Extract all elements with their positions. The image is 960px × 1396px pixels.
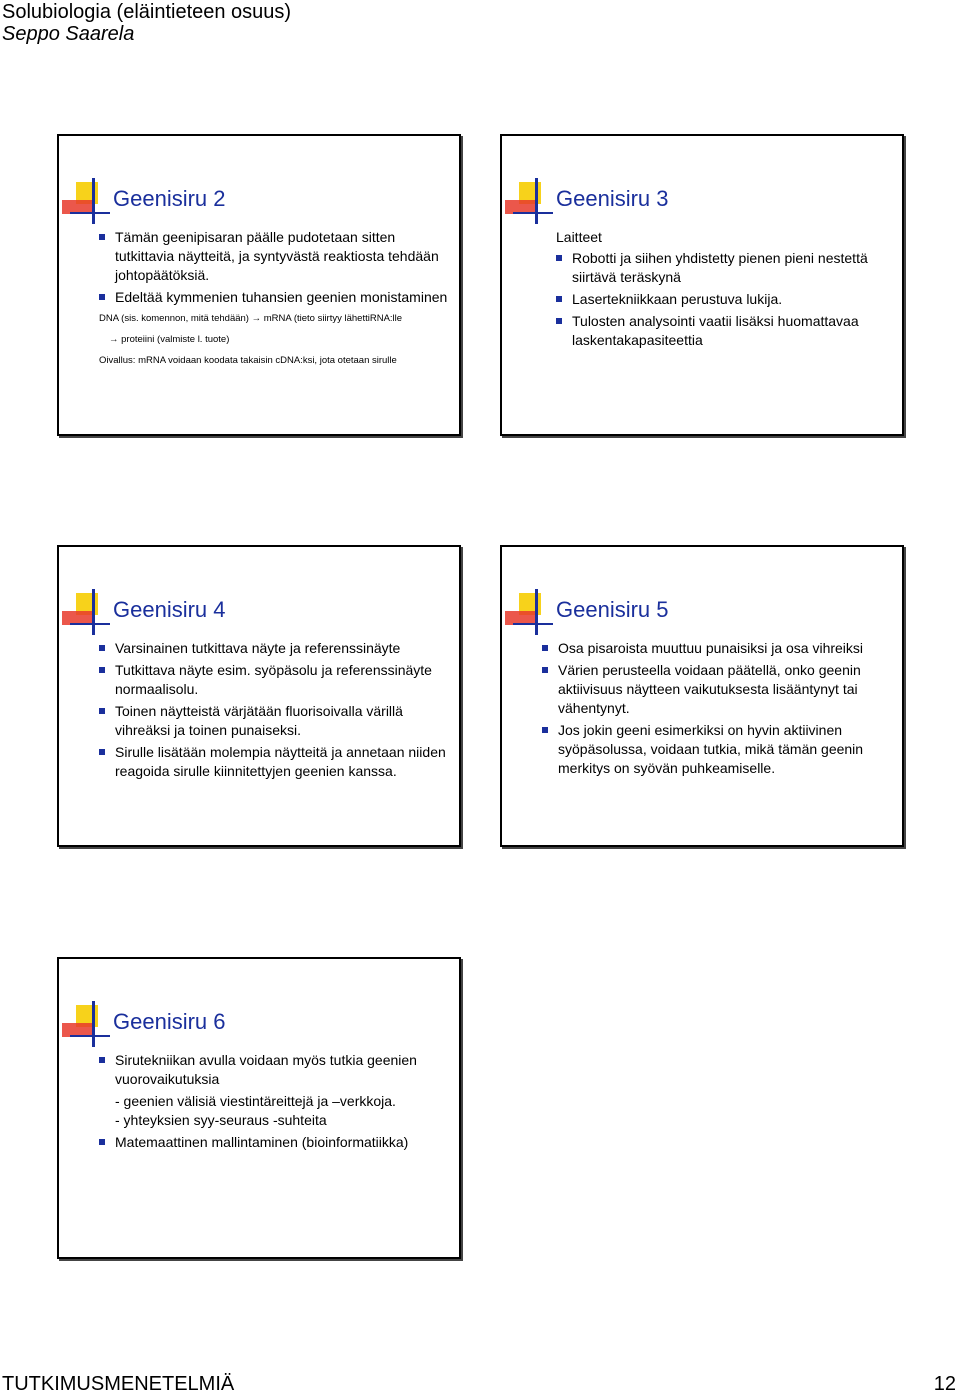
slide-geenisiru-2 — [57, 134, 461, 436]
slide-title: Geenisiru 5 — [556, 597, 669, 622]
slide-title: Geenisiru 4 — [113, 597, 226, 622]
slide-title: Geenisiru 6 — [113, 1009, 226, 1034]
note-line: Oivallus: mRNA voidaan koodata takaisin cDNA:ksi, jota otetaan sirulle — [99, 355, 397, 366]
footer-label: TUTKIMUSMENETELMIÄ — [2, 1373, 235, 1395]
slide-logo-icon — [62, 178, 110, 224]
bullet-item: Tämän geenipisaran päälle pudotetaan sitten tutkittavia näytteitä, ja syntyvästä reaktiosta tehdään johtopäätöksiä. — [99, 228, 449, 285]
slide-title: Geenisiru 3 — [556, 186, 669, 211]
bullet-item: Sirutekniikan avulla voidaan myös tutkia geenien vuorovaikutuksia — [99, 1051, 449, 1089]
slide-logo-icon — [505, 589, 553, 635]
bullet-item: Matemaattinen mallintaminen (bioinformatiikka) — [99, 1133, 449, 1152]
bullet-item: Varsinainen tutkittava näyte ja referenssinäyte — [99, 639, 449, 658]
document-author: Seppo Saarela — [2, 23, 135, 45]
bullet-item: Sirulle lisätään molempia näytteitä ja annetaan niiden reagoida sirulle kiinnitettyjen geenien kanssa. — [99, 743, 449, 781]
slide-intro: Laitteet — [556, 229, 602, 245]
document-title: Solubiologia (eläintieteen osuus) — [2, 1, 292, 23]
note-line: → proteiini (valmiste l. tuote) — [109, 334, 230, 345]
page-number: 12 — [933, 1373, 956, 1395]
bullet-item: Osa pisaroista muuttuu punaisiksi ja osa vihreiksi — [542, 639, 892, 658]
note-line: DNA (sis. komennon, mitä tehdään) → mRNA (tieto siirtyy lähettiRNA:lle — [99, 313, 403, 324]
notes-block — [99, 313, 449, 367]
slide-geenisiru-5 — [500, 545, 904, 847]
bullet-item: Tutkittava näyte esim. syöpäsolu ja referenssinäyte normaalisolu. — [99, 661, 449, 699]
slide-logo-icon — [505, 178, 553, 224]
bullet-item: Jos jokin geeni esimerkiksi on hyvin aktiivinen syöpäsolussa, voidaan tutkia, mikä tämän geenin merkitys on syövän puhkeamiselle. — [542, 721, 892, 778]
slide-geenisiru-4 — [57, 545, 461, 847]
bullet-item: Toinen näytteistä värjätään fluorisoivalla värillä vihreäksi ja toinen punaiseksi. — [99, 702, 449, 740]
slide-logo-icon — [62, 1001, 110, 1047]
bullet-item: Robotti ja siihen yhdistetty pienen pieni nestettä siirtävä teräskynä — [556, 249, 906, 287]
sub-line: - yhteyksien syy-seuraus -suhteita — [115, 1112, 327, 1128]
slide-logo-icon — [62, 589, 110, 635]
slide-title: Geenisiru 2 — [113, 186, 226, 211]
slide-geenisiru-6 — [57, 957, 461, 1259]
slide-geenisiru-3 — [500, 134, 904, 436]
bullet-item: Tulosten analysointi vaatii lisäksi huomattavaa laskentakapasiteettia — [556, 312, 906, 350]
sub-line: - geenien välisiä viestintäreittejä ja –verkkoja. — [115, 1093, 396, 1109]
bullet-item: Edeltää kymmenien tuhansien geenien monistaminen — [99, 288, 449, 307]
bullet-item: Värien perusteella voidaan päätellä, onko geenin aktiivisuus näytteen vaikutuksesta lisääntynyt tai vähentynyt. — [542, 661, 892, 718]
bullet-item: Lasertekniikkaan perustuva lukija. — [556, 290, 906, 309]
